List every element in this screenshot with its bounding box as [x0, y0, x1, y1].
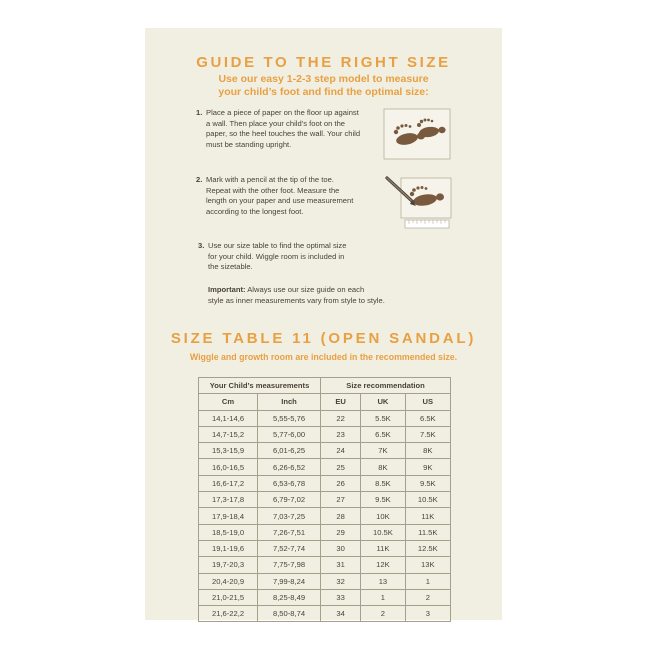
- recommendation-group-header: Size recommendation: [321, 378, 451, 394]
- step-text-line: Repeat with the other foot. Measure the: [206, 185, 340, 195]
- us-cell: 10.5K: [405, 492, 450, 508]
- cm-cell: 19,1-19,6: [199, 540, 258, 556]
- table-column-header-row: [199, 394, 451, 410]
- cm-cell: 14,1-14,6: [199, 410, 258, 426]
- us-cell: 7.5K: [405, 426, 450, 442]
- table-row: [199, 459, 451, 475]
- important-label: Important:: [208, 285, 246, 294]
- column-header-cm: Cm: [199, 394, 258, 410]
- inch-cell: 7,52-7,74: [258, 540, 321, 556]
- table-row: [199, 557, 451, 573]
- uk-cell: 10K: [361, 508, 405, 524]
- table-row: [199, 475, 451, 491]
- inch-cell: 5,55-5,76: [258, 410, 321, 426]
- step-text-line: according to the longest foot.: [206, 206, 304, 216]
- us-cell: 12.5K: [405, 540, 450, 556]
- table-row: [199, 410, 451, 426]
- cm-cell: 18,5-19,0: [199, 524, 258, 540]
- step-text-line: Mark with a pencil at the tip of the toe.: [206, 175, 334, 184]
- us-cell: 13K: [405, 557, 450, 573]
- cm-cell: 17,3-17,8: [199, 492, 258, 508]
- cm-cell: 19,7-20,3: [199, 557, 258, 573]
- uk-cell: 1: [361, 589, 405, 605]
- eu-cell: 33: [321, 589, 361, 605]
- important-note-line-1: [208, 285, 385, 296]
- guide-subtitle-line-2: your child’s foot and find the optimal size:: [218, 86, 429, 98]
- inch-cell: 6,79-7,02: [258, 492, 321, 508]
- uk-cell: 8.5K: [361, 475, 405, 491]
- guide-title: GUIDE TO THE RIGHT SIZE: [196, 54, 451, 71]
- eu-cell: 27: [321, 492, 361, 508]
- eu-cell: 28: [321, 508, 361, 524]
- uk-cell: 10.5K: [361, 524, 405, 540]
- cm-cell: 16,6-17,2: [199, 475, 258, 491]
- us-cell: 6.5K: [405, 410, 450, 426]
- cm-cell: 16,0-16,5: [199, 459, 258, 475]
- uk-cell: 6.5K: [361, 426, 405, 442]
- important-note-line-2: style as inner measurements vary from style to style.: [208, 295, 385, 305]
- us-cell: 11K: [405, 508, 450, 524]
- inch-cell: 7,99-8,24: [258, 573, 321, 589]
- footprint-icon: [383, 108, 451, 160]
- table-row: [199, 492, 451, 508]
- size-table-title: SIZE TABLE 11 (OPEN SANDAL): [170, 330, 477, 347]
- us-cell: 9K: [405, 459, 450, 475]
- uk-cell: 7K: [361, 443, 405, 459]
- step-text-line: for your child. Wiggle room is included in: [208, 251, 345, 261]
- us-cell: 2: [405, 589, 450, 605]
- table-row: [199, 443, 451, 459]
- eu-cell: 24: [321, 443, 361, 459]
- step-text-line: length on your paper and use measurement: [206, 196, 354, 206]
- step-2: [196, 175, 354, 217]
- eu-cell: 30: [321, 540, 361, 556]
- table-row: [199, 589, 451, 605]
- uk-cell: 8K: [361, 459, 405, 475]
- eu-cell: 32: [321, 573, 361, 589]
- uk-cell: 13: [361, 573, 405, 589]
- step-text-line: Place a piece of paper on the floor up against: [206, 108, 359, 117]
- eu-cell: 22: [321, 410, 361, 426]
- table-row: [199, 524, 451, 540]
- uk-cell: 5.5K: [361, 410, 405, 426]
- column-header-eu: EU: [321, 394, 361, 410]
- inch-cell: 5,77-6,00: [258, 426, 321, 442]
- table-row: [199, 426, 451, 442]
- cm-cell: 17,9-18,4: [199, 508, 258, 524]
- uk-cell: 12K: [361, 557, 405, 573]
- size-table-body: [199, 410, 451, 622]
- uk-cell: 2: [361, 606, 405, 622]
- table-row: [199, 540, 451, 556]
- table-row: [199, 508, 451, 524]
- us-cell: 8K: [405, 443, 450, 459]
- cm-cell: 20,4-20,9: [199, 573, 258, 589]
- size-guide-card: [145, 28, 502, 620]
- inch-cell: 6,01-6,25: [258, 443, 321, 459]
- size-table-subtitle: Wiggle and growth room are included in the recommended size.: [189, 352, 458, 362]
- important-note: [208, 285, 385, 306]
- cm-cell: 15,3-15,9: [199, 443, 258, 459]
- cm-cell: 21,6-22,2: [199, 606, 258, 622]
- step-number: 3.: [198, 241, 205, 250]
- step-text-line: the sizetable.: [208, 262, 253, 272]
- step-3: [198, 241, 347, 273]
- inch-cell: 7,75-7,98: [258, 557, 321, 573]
- guide-subtitle: [145, 73, 502, 99]
- guide-subtitle-line-1: Use our easy 1-2-3 step model to measure: [218, 73, 429, 85]
- inch-cell: 6,26-6,52: [258, 459, 321, 475]
- uk-cell: 11K: [361, 540, 405, 556]
- step-text-line: must be standing upright.: [206, 139, 292, 149]
- eu-cell: 23: [321, 426, 361, 442]
- step-text-line: paper, so the heel touches the wall. Your child: [206, 129, 361, 139]
- table-row: [199, 573, 451, 589]
- important-note-text: Always use our size guide on each: [245, 285, 365, 294]
- inch-cell: 8,25-8,49: [258, 589, 321, 605]
- us-cell: 3: [405, 606, 450, 622]
- cm-cell: 14,7-15,2: [199, 426, 258, 442]
- inch-cell: 6,53-6,78: [258, 475, 321, 491]
- column-header-us: US: [405, 394, 450, 410]
- measurements-group-header: Your Child’s measurements: [199, 378, 321, 394]
- table-row: [199, 606, 451, 622]
- step-text-line: Use our size table to find the optimal size: [208, 241, 347, 250]
- us-cell: 1: [405, 573, 450, 589]
- table-group-header-row: [199, 378, 451, 394]
- inch-cell: 7,03-7,25: [258, 508, 321, 524]
- step-text-line: a wall. Then place your child’s foot on the: [206, 118, 346, 128]
- us-cell: 11.5K: [405, 524, 450, 540]
- eu-cell: 29: [321, 524, 361, 540]
- step-1: [196, 108, 361, 150]
- step-number: 1.: [196, 108, 203, 117]
- column-header-uk: UK: [361, 394, 405, 410]
- step-number: 2.: [196, 175, 203, 184]
- eu-cell: 34: [321, 606, 361, 622]
- cm-cell: 21,0-21,5: [199, 589, 258, 605]
- pencil-footprint-ruler-icon: [383, 174, 453, 236]
- size-table: [198, 377, 451, 622]
- column-header-inch: Inch: [258, 394, 321, 410]
- inch-cell: 7,26-7,51: [258, 524, 321, 540]
- eu-cell: 31: [321, 557, 361, 573]
- inch-cell: 8,50-8,74: [258, 606, 321, 622]
- eu-cell: 26: [321, 475, 361, 491]
- uk-cell: 9.5K: [361, 492, 405, 508]
- eu-cell: 25: [321, 459, 361, 475]
- us-cell: 9.5K: [405, 475, 450, 491]
